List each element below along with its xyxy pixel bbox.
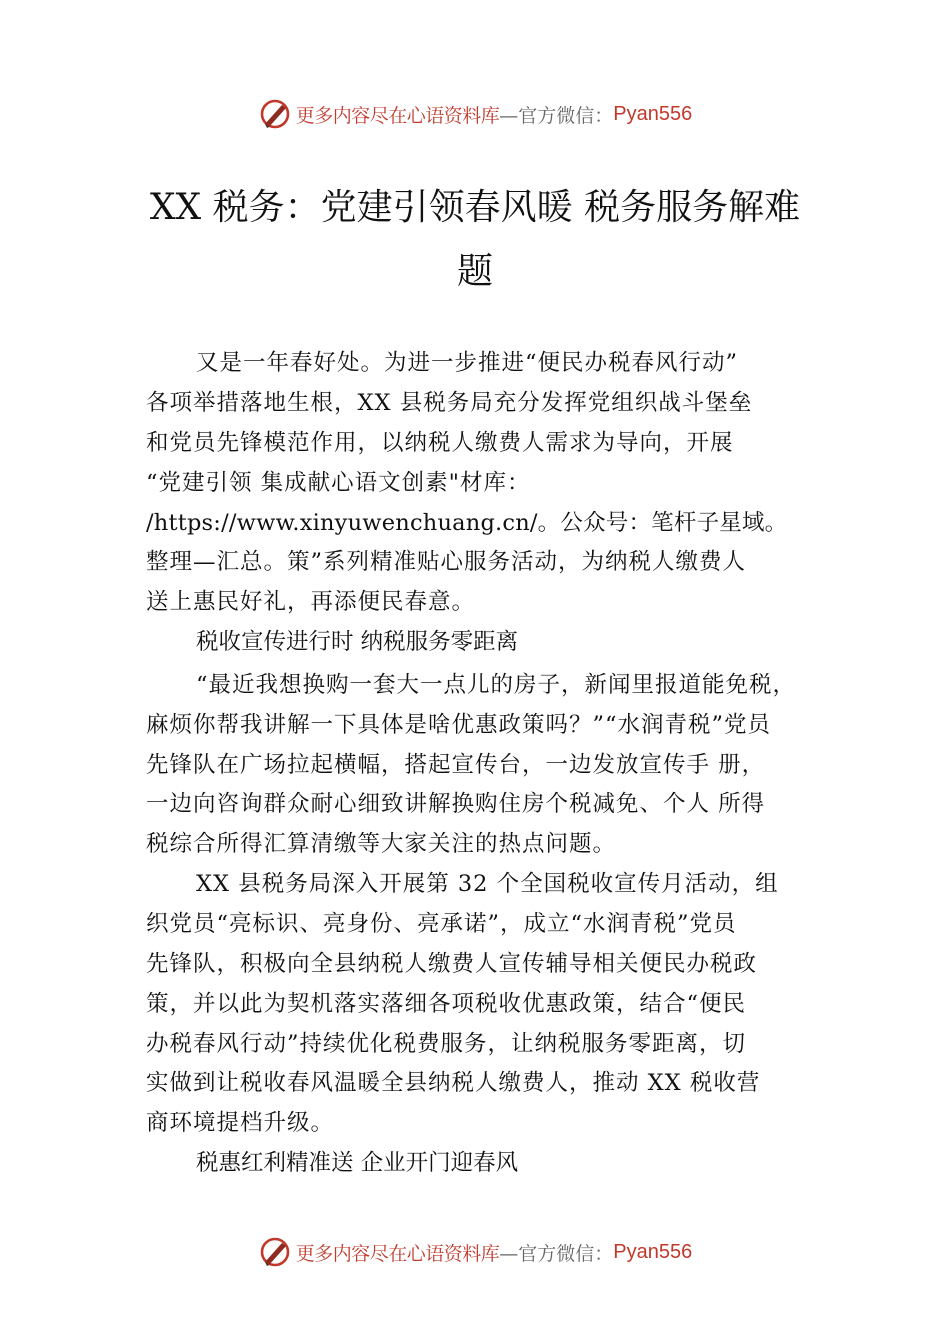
body-line: 麻烦你帮我讲解一下具体是啥优惠政策吗？”“水润青税”党员 — [146, 712, 772, 738]
body-line: “党建引领 集成献心语文创素"材库： — [146, 470, 531, 496]
banner-account: Pyan556 — [613, 102, 693, 125]
body-line: 税综合所得汇算清缴等大家关注的热点问题。 — [146, 831, 617, 857]
body-line: 商环境提档升级。 — [146, 1110, 335, 1136]
section-heading: 税收宣传进行时 纳税服务零距离 — [196, 629, 519, 655]
body-line: 和党员先锋模范作用，以纳税人缴费人需求为导向，开展 — [146, 430, 734, 456]
banner-separator: —官方微信： — [499, 1242, 614, 1265]
body-line: 先锋队，积极向全县纳税人缴费人宣传辅导相关便民办税政 — [146, 951, 758, 977]
body-line: 整理—汇总。策”系列精准贴心服务活动，为纳税人缴费人 — [146, 549, 747, 575]
banner-account: Pyan556 — [613, 1240, 693, 1263]
section-heading: 税惠红利精准送 企业开门迎春风 — [196, 1150, 519, 1176]
banner-separator: —官方微信： — [499, 104, 614, 127]
banner-brand: 更多内容尽在心语资料库 — [295, 1242, 500, 1265]
header-banner — [0, 94, 950, 134]
body-line: XX 县税务局深入开展第 32 个全国税收宣传月活动，组 — [196, 871, 779, 897]
body-line: 办税春风行动”持续优化税费服务，让纳税服务零距离，切 — [146, 1031, 747, 1057]
body-line: 一边向咨询群众耐心细致讲解换购住房个税减免、个人 所得 — [146, 791, 766, 817]
document-title-line-2: 题 — [456, 251, 493, 292]
body-line: 送上惠民好礼，再添便民春意。 — [146, 589, 476, 615]
document-title-line-1: XX 税务：党建引领春风暖 税务服务解难 — [149, 187, 801, 228]
body-line: 又是一年春好处。为进一步推进“便民办税春风行动” — [196, 350, 739, 376]
body-line: “最近我想换购一套大一点儿的房子，新闻里报道能免税， — [196, 672, 797, 698]
footer-banner — [0, 1232, 950, 1272]
body-line: 策，并以此为契机落实落细各项税收优惠政策，结合“便民 — [146, 991, 747, 1017]
body-line: 先锋队在广场拉起横幅，搭起宣传台，一边发放宣传手 册， — [146, 752, 766, 778]
pen-logo-icon — [258, 1235, 292, 1269]
body-line: 织党员“亮标识、亮身份、亮承诺”，成立“水润青税”党员 — [146, 911, 737, 937]
body-line-url: /https://www.xinyuwenchuang.cn/。公众号：笔杆子星域。 — [146, 510, 788, 536]
pen-logo-icon — [258, 97, 292, 131]
body-line: 实做到让税收春风温暖全县纳税人缴费人，推动 XX 税收营 — [146, 1070, 761, 1096]
banner-brand: 更多内容尽在心语资料库 — [295, 104, 500, 127]
body-line: 各项举措落地生根，XX 县税务局充分发挥党组织战斗堡垒 — [146, 390, 753, 416]
